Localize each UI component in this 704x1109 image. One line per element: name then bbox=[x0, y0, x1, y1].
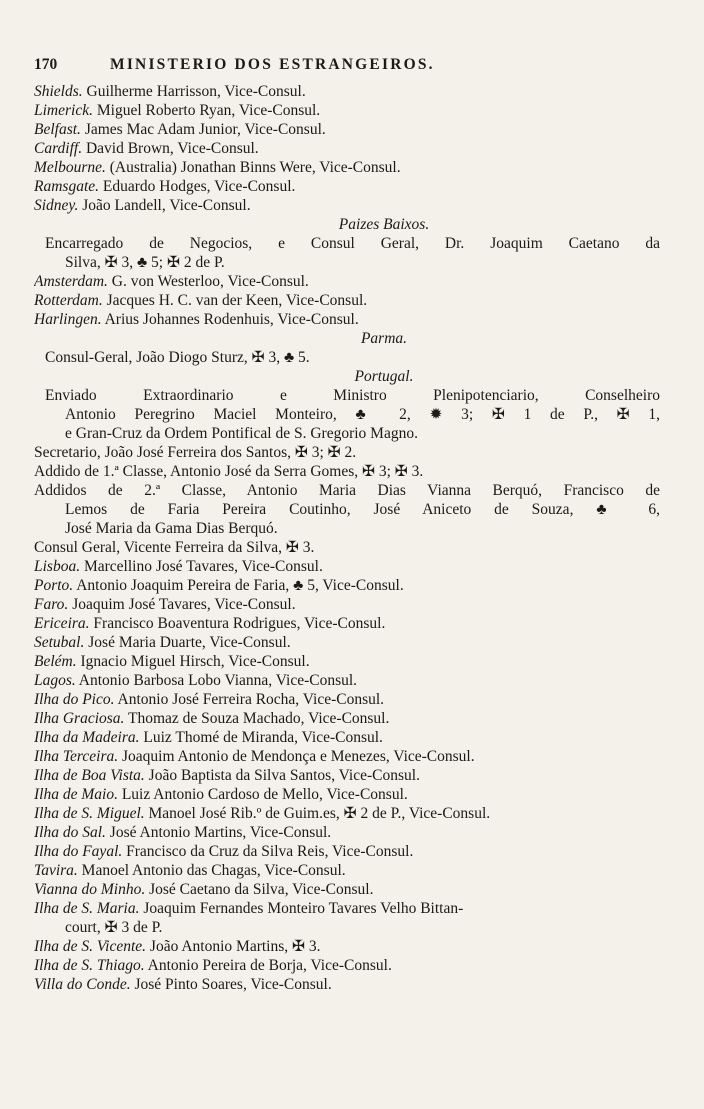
entry-text: João Baptista da Silva Santos, Vice-Consul. bbox=[144, 767, 420, 784]
place-name: Ramsgate. bbox=[34, 178, 100, 195]
consul-entry bbox=[34, 690, 674, 709]
consul-entry bbox=[34, 899, 674, 918]
entry-text: Miguel Roberto Ryan, Vice-Consul. bbox=[92, 102, 321, 119]
entry-text: David Brown, Vice-Consul. bbox=[82, 140, 259, 157]
entry-text: Secretario, João José Ferreira dos Santos, ✠ 3; ✠ 2. bbox=[34, 444, 357, 461]
consul-entry bbox=[34, 120, 674, 139]
place-name: Porto. bbox=[34, 577, 74, 594]
place-name: Tavira. bbox=[34, 862, 78, 879]
consul-entry bbox=[34, 975, 674, 994]
place-name: Ilha do Fayal. bbox=[34, 843, 123, 860]
place-name: Ilha do Sal. bbox=[34, 824, 106, 841]
entry-text: Guilherme Harrisson, Vice-Consul. bbox=[82, 83, 306, 100]
entry-text: Thomaz de Souza Machado, Vice-Consul. bbox=[124, 710, 390, 727]
entry-text: Antonio Joaquim Pereira de Faria, ♣ 5, Vice-Consul. bbox=[73, 577, 404, 594]
text-line bbox=[34, 481, 674, 500]
place-name: Setubal. bbox=[34, 634, 85, 651]
place-name: Ilha de Boa Vista. bbox=[34, 767, 145, 784]
entry-text: João Antonio Martins, ✠ 3. bbox=[146, 938, 321, 955]
entry-text: Luiz Antonio Cardoso de Mello, Vice-Consul. bbox=[117, 786, 408, 803]
running-header bbox=[34, 52, 634, 78]
consul-entry bbox=[34, 196, 674, 215]
text-line bbox=[34, 253, 674, 272]
entry-text: Antonio Pereira de Borja, Vice-Consul. bbox=[144, 957, 392, 974]
entry-text: José Caetano da Silva, Vice-Consul. bbox=[145, 881, 374, 898]
section-heading: Parma. bbox=[360, 330, 408, 347]
text-line bbox=[34, 443, 674, 462]
text-line bbox=[34, 462, 674, 481]
entry-text: Antonio Barbosa Lobo Vianna, Vice-Consul. bbox=[75, 672, 358, 689]
entry-text: Addidos de 2.ª Classe, Antonio Maria Dias Vianna Berquó, Francisco de bbox=[34, 482, 660, 499]
entry-text: José Maria Duarte, Vice-Consul. bbox=[84, 634, 291, 651]
entry-text: Joaquim José Tavares, Vice-Consul. bbox=[68, 596, 296, 613]
consul-entry bbox=[34, 272, 674, 291]
place-name: Cardiff. bbox=[34, 140, 83, 157]
consul-entry bbox=[34, 804, 674, 823]
place-name: Ilha de Maio. bbox=[34, 786, 118, 803]
entry-text: José Pinto Soares, Vice-Consul. bbox=[130, 976, 332, 993]
text-line bbox=[34, 386, 674, 405]
place-name: Ericeira. bbox=[34, 615, 90, 632]
consul-entry bbox=[34, 842, 674, 861]
place-name: Lagos. bbox=[34, 672, 76, 689]
consul-entry bbox=[34, 633, 674, 652]
entry-text: Joaquim Antonio de Mendonça e Menezes, Vice-Consul. bbox=[118, 748, 475, 765]
place-name: Ilha de S. Thiago. bbox=[34, 957, 145, 974]
place-name: Vianna do Minho. bbox=[34, 881, 146, 898]
page-number: 170 bbox=[34, 56, 58, 73]
entry-text: e Gran-Cruz da Ordem Pontifical de S. Gregorio Magno. bbox=[65, 425, 418, 442]
text-line bbox=[34, 234, 674, 253]
place-name: Rotterdam. bbox=[34, 292, 103, 309]
entry-text: Ignacio Miguel Hirsch, Vice-Consul. bbox=[76, 653, 310, 670]
place-name: Melbourne. bbox=[34, 159, 106, 176]
consul-entry bbox=[34, 158, 674, 177]
entry-text: court, ✠ 3 de P. bbox=[65, 919, 163, 936]
entry-text: Francisco da Cruz da Silva Reis, Vice-Consul. bbox=[122, 843, 414, 860]
entry-text: José Maria da Gama Dias Berquó. bbox=[65, 520, 278, 537]
entry-text: Marcellino José Tavares, Vice-Consul. bbox=[80, 558, 323, 575]
text-line bbox=[34, 538, 674, 557]
place-name: Ilha de S. Maria. bbox=[34, 900, 140, 917]
place-name: Harlingen. bbox=[34, 311, 102, 328]
entry-text: Antonio Peregrino Maciel Monteiro, ♣ 2, ✹ 3; ✠ 1 de P., ✠ 1, bbox=[65, 406, 660, 423]
place-name: Belfast. bbox=[34, 121, 81, 138]
place-name: Faro. bbox=[34, 596, 69, 613]
consul-entry bbox=[34, 880, 674, 899]
consul-entry bbox=[34, 785, 674, 804]
place-name: Shields. bbox=[34, 83, 83, 100]
consul-entry bbox=[34, 728, 674, 747]
consul-entry bbox=[34, 82, 674, 101]
consul-entry bbox=[34, 101, 674, 120]
text-line bbox=[34, 424, 674, 443]
consul-entry bbox=[34, 747, 674, 766]
place-name: Ilha da Madeira. bbox=[34, 729, 140, 746]
place-name: Ilha do Pico. bbox=[34, 691, 115, 708]
entry-text: Antonio José Ferreira Rocha, Vice-Consul. bbox=[114, 691, 385, 708]
entry-text: Eduardo Hodges, Vice-Consul. bbox=[99, 178, 296, 195]
consul-entry bbox=[34, 823, 674, 842]
entry-text: James Mac Adam Junior, Vice-Consul. bbox=[80, 121, 326, 138]
place-name: Amsterdam. bbox=[34, 273, 108, 290]
entry-text: Jacques H. C. van der Keen, Vice-Consul. bbox=[102, 292, 368, 309]
consul-entry bbox=[34, 310, 674, 329]
running-title: MINISTERIO DOS ESTRANGEIROS. bbox=[110, 56, 435, 73]
place-name: Villa do Conde. bbox=[34, 976, 131, 993]
text-line bbox=[34, 500, 674, 519]
place-name: Ilha Graciosa. bbox=[34, 710, 125, 727]
consul-entry bbox=[34, 291, 674, 310]
place-name: Sidney. bbox=[34, 197, 79, 214]
text-line bbox=[34, 348, 674, 367]
consul-entry bbox=[34, 557, 674, 576]
consul-entry bbox=[34, 937, 674, 956]
consul-entry bbox=[34, 652, 674, 671]
section-heading: Portugal. bbox=[354, 368, 414, 385]
entry-text: Silva, ✠ 3, ♣ 5; ✠ 2 de P. bbox=[65, 254, 225, 271]
place-name: Ilha de S. Miguel. bbox=[34, 805, 145, 822]
entry-text: Enviado Extraordinario e Ministro Plenipotenciario, Conselheiro bbox=[45, 387, 660, 404]
place-name: Limerick. bbox=[34, 102, 93, 119]
entry-text: (Australia) Jonathan Binns Were, Vice-Consul. bbox=[105, 159, 401, 176]
consul-list bbox=[34, 82, 674, 994]
consul-entry bbox=[34, 709, 674, 728]
consul-entry bbox=[34, 671, 674, 690]
entry-text: Lemos de Faria Pereira Coutinho, José Aniceto de Souza, ♣ 6, bbox=[65, 501, 660, 518]
entry-text: Consul-Geral, João Diogo Sturz, ✠ 3, ♣ 5. bbox=[45, 349, 310, 366]
entry-text: Arius Johannes Rodenhuis, Vice-Consul. bbox=[101, 311, 359, 328]
consul-entry bbox=[34, 766, 674, 785]
section-heading: Paizes Baixos. bbox=[338, 216, 430, 233]
text-line bbox=[34, 405, 674, 424]
text-line bbox=[34, 918, 674, 937]
entry-text: G. von Westerloo, Vice-Consul. bbox=[107, 273, 309, 290]
consul-entry bbox=[34, 139, 674, 158]
entry-text: Consul Geral, Vicente Ferreira da Silva, ✠ 3. bbox=[34, 539, 315, 556]
entry-text: Addido de 1.ª Classe, Antonio José da Serra Gomes, ✠ 3; ✠ 3. bbox=[34, 463, 424, 480]
consul-entry bbox=[34, 177, 674, 196]
place-name: Lisboa. bbox=[34, 558, 81, 575]
place-name: Ilha de S. Vicente. bbox=[34, 938, 147, 955]
place-name: Ilha Terceira. bbox=[34, 748, 119, 765]
consul-entry bbox=[34, 614, 674, 633]
place-name: Belém. bbox=[34, 653, 77, 670]
entry-text: João Landell, Vice-Consul. bbox=[78, 197, 251, 214]
consul-entry bbox=[34, 861, 674, 880]
entry-text: Manoel Antonio das Chagas, Vice-Consul. bbox=[77, 862, 346, 879]
entry-text: Luiz Thomé de Miranda, Vice-Consul. bbox=[139, 729, 383, 746]
consul-entry bbox=[34, 595, 674, 614]
entry-text: Encarregado de Negocios, e Consul Geral, Dr. Joaquim Caetano da bbox=[45, 235, 660, 252]
entry-text: José Antonio Martins, Vice-Consul. bbox=[105, 824, 332, 841]
consul-entry bbox=[34, 576, 674, 595]
text-line bbox=[34, 519, 674, 538]
entry-text: Francisco Boaventura Rodrigues, Vice-Consul. bbox=[89, 615, 386, 632]
entry-text: Joaquim Fernandes Monteiro Tavares Velho Bittan- bbox=[139, 900, 464, 917]
consul-entry bbox=[34, 956, 674, 975]
entry-text: Manoel José Rib.º de Guim.es, ✠ 2 de P., Vice-Consul. bbox=[144, 805, 491, 822]
